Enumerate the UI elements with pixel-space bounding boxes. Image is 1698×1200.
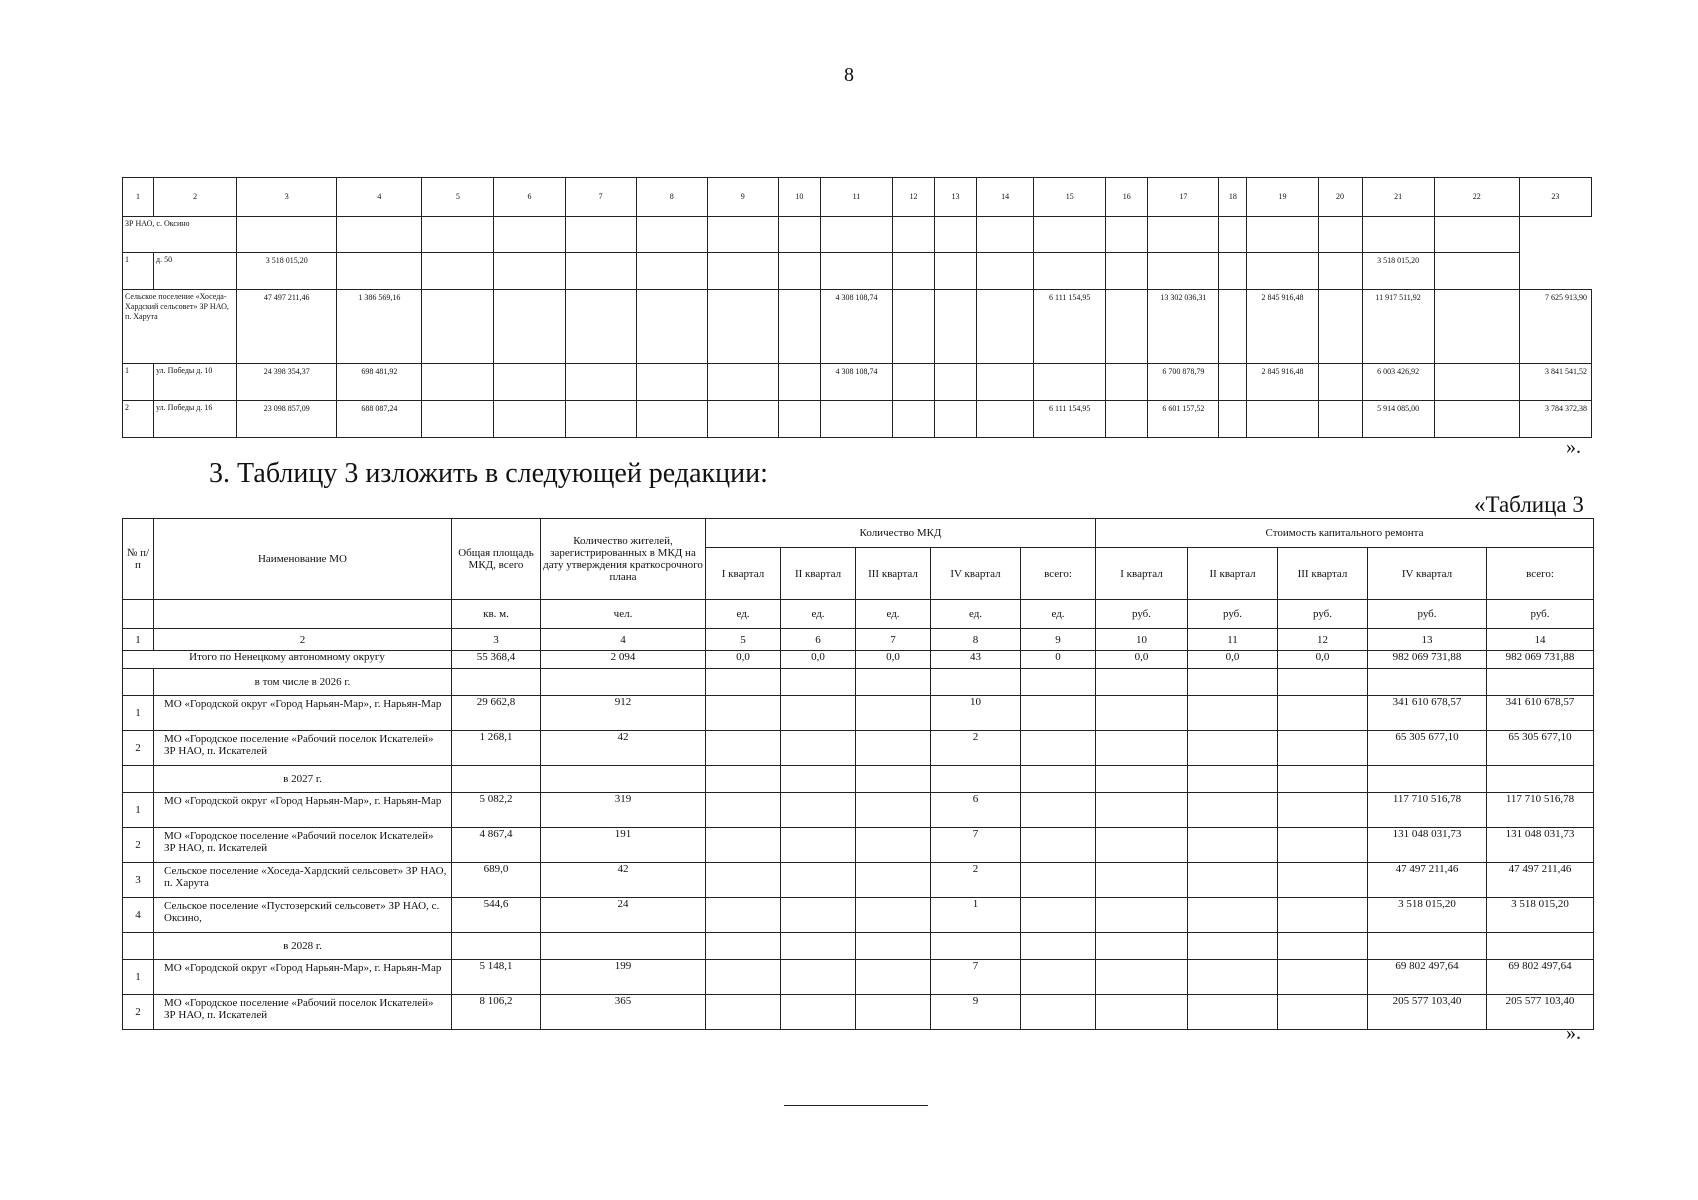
unit-rub: руб. — [1096, 600, 1188, 629]
cell-value: 982 069 731,88 — [1368, 651, 1487, 669]
empty-cell — [123, 669, 154, 696]
cell-value: 4 308 108,74 — [820, 290, 892, 364]
cell-value: 6 111 154,95 — [1034, 401, 1106, 438]
empty-cell — [1021, 863, 1096, 898]
settlement-label: ЗР НАО, с. Оксино — [123, 217, 237, 253]
empty-cell — [1096, 696, 1188, 731]
empty-cell — [781, 828, 856, 863]
column-number: 19 — [1247, 178, 1318, 217]
empty-cell — [706, 898, 781, 933]
cell-value: 131 048 031,73 — [1487, 828, 1594, 863]
total-label: Итого по Ненецкому автономному округу — [123, 651, 452, 669]
cell-value: 69 802 497,64 — [1487, 960, 1594, 995]
cell-value: 47 497 211,46 — [237, 290, 337, 364]
column-number: 18 — [1219, 178, 1247, 217]
empty-cell — [541, 669, 706, 696]
cell-value: 55 368,4 — [452, 651, 541, 669]
cell-value: 8 106,2 — [452, 995, 541, 1030]
empty-cell — [1096, 766, 1188, 793]
empty-cell — [1096, 863, 1188, 898]
column-number: 7 — [565, 178, 636, 217]
empty-cell — [781, 669, 856, 696]
cell-value: 1 — [931, 898, 1021, 933]
section-row — [123, 669, 1594, 696]
settlement-row — [123, 217, 1592, 253]
cell-value: 4 867,4 — [452, 828, 541, 863]
empty-cell — [781, 766, 856, 793]
section-title: в 2027 г. — [154, 766, 452, 793]
column-number: 3 — [237, 178, 337, 217]
cell-value: 319 — [541, 793, 706, 828]
column-number: 15 — [1034, 178, 1106, 217]
row-number: 4 — [123, 898, 154, 933]
header-q2: II квартал — [781, 548, 856, 600]
empty-cell — [1278, 696, 1368, 731]
house-address: д. 50 — [154, 253, 237, 290]
cell-value: 6 — [931, 793, 1021, 828]
empty-cell — [1368, 933, 1487, 960]
cell-value: 11 917 511,92 — [1362, 290, 1434, 364]
empty-cell — [1021, 766, 1096, 793]
empty-cell — [1188, 669, 1278, 696]
cell-value: 5 914 085,00 — [1362, 401, 1434, 438]
cell-value: 205 577 103,40 — [1487, 995, 1594, 1030]
table-row — [123, 696, 1594, 731]
empty-cell — [781, 933, 856, 960]
empty-cell — [856, 828, 931, 863]
cell-value: 24 398 354,37 — [237, 364, 337, 401]
section-title: в том числе в 2026 г. — [154, 669, 452, 696]
empty-cell — [1188, 863, 1278, 898]
row-number: 2 — [123, 731, 154, 766]
empty-cell — [931, 669, 1021, 696]
empty-cell — [452, 933, 541, 960]
empty-cell — [856, 669, 931, 696]
empty-cell — [1278, 995, 1368, 1030]
header-q1: I квартал — [706, 548, 781, 600]
empty-cell — [856, 696, 931, 731]
header-row — [123, 519, 1594, 548]
cell-value: 982 069 731,88 — [1487, 651, 1594, 669]
continued-table — [122, 177, 1592, 438]
cell-value: 3 518 015,20 — [237, 253, 337, 290]
table-row — [123, 828, 1594, 863]
mo-name: МО «Городской округ «Город Нарьян-Мар», г. Нарьян-Мар — [154, 793, 452, 828]
empty-cell — [781, 793, 856, 828]
cell-value: 0,0 — [1096, 651, 1188, 669]
column-number: 12 — [1278, 629, 1368, 651]
section-row — [123, 933, 1594, 960]
unit-rub: руб. — [1368, 600, 1487, 629]
cell-value: 7 — [931, 960, 1021, 995]
empty-cell — [1021, 669, 1096, 696]
mo-name: МО «Городское поселение «Рабочий поселок Искателей» ЗР НАО, п. Искателей — [154, 828, 452, 863]
column-number: 8 — [931, 629, 1021, 651]
cell-value: 2 — [931, 863, 1021, 898]
empty-cell — [856, 933, 931, 960]
total-row — [123, 651, 1594, 669]
header-q4: IV квартал — [931, 548, 1021, 600]
column-number: 9 — [707, 178, 778, 217]
table-row — [123, 731, 1594, 766]
cell-value: 689,0 — [452, 863, 541, 898]
column-number: 5 — [422, 178, 494, 217]
column-number-row — [123, 178, 1592, 217]
column-number: 11 — [1188, 629, 1278, 651]
cell-value: 47 497 211,46 — [1487, 863, 1594, 898]
row-number: 2 — [123, 995, 154, 1030]
cell-value: 65 305 677,10 — [1487, 731, 1594, 766]
row-number: 1 — [123, 696, 154, 731]
column-number: 4 — [337, 178, 422, 217]
cell-value: 341 610 678,57 — [1487, 696, 1594, 731]
unit-count: ед. — [781, 600, 856, 629]
empty-cell — [452, 766, 541, 793]
empty-cell — [706, 766, 781, 793]
column-number: 9 — [1021, 629, 1096, 651]
column-number: 2 — [154, 178, 237, 217]
empty-cell — [856, 793, 931, 828]
cell-value: 29 662,8 — [452, 696, 541, 731]
instruction-heading: 3. Таблицу 3 изложить в следующей редакции: — [209, 458, 768, 489]
table-row — [123, 995, 1594, 1030]
header-area: Общая площадь МКД, всего — [452, 519, 541, 600]
cell-value: 2 — [931, 731, 1021, 766]
empty-cell — [706, 960, 781, 995]
column-number: 6 — [781, 629, 856, 651]
header-q4: IV квартал — [1368, 548, 1487, 600]
cell-value: 24 — [541, 898, 706, 933]
empty-cell — [1188, 696, 1278, 731]
mo-name: Сельское поселение «Пустозерский сельсовет» ЗР НАО, с. Оксино, — [154, 898, 452, 933]
cell-value: 199 — [541, 960, 706, 995]
cell-value: 544,6 — [452, 898, 541, 933]
cell-value: 1 268,1 — [452, 731, 541, 766]
unit-rub: руб. — [1188, 600, 1278, 629]
column-number: 20 — [1318, 178, 1362, 217]
empty-cell — [1096, 828, 1188, 863]
empty-cell — [706, 793, 781, 828]
row-number: 1 — [123, 364, 154, 401]
empty-cell — [1021, 696, 1096, 731]
house-row — [123, 253, 1592, 290]
column-number: 6 — [494, 178, 565, 217]
cell-value: 0,0 — [856, 651, 931, 669]
empty-cell — [706, 863, 781, 898]
empty-cell — [1021, 898, 1096, 933]
cell-value: 2 845 916,48 — [1247, 290, 1318, 364]
column-number: 17 — [1148, 178, 1219, 217]
mo-name: МО «Городской округ «Город Нарьян-Мар», г. Нарьян-Мар — [154, 960, 452, 995]
unit-rub: руб. — [1487, 600, 1594, 629]
table-row — [123, 793, 1594, 828]
row-number: 1 — [123, 253, 154, 290]
column-number: 2 — [154, 629, 452, 651]
header-total: всего: — [1021, 548, 1096, 600]
row-number: 3 — [123, 863, 154, 898]
cell-value: 6 700 878,79 — [1148, 364, 1219, 401]
column-number: 13 — [1368, 629, 1487, 651]
cell-value: 1 386 569,16 — [337, 290, 422, 364]
cell-value: 191 — [541, 828, 706, 863]
empty-cell — [1278, 766, 1368, 793]
cell-value: 205 577 103,40 — [1368, 995, 1487, 1030]
cell-value: 0 — [1021, 651, 1096, 669]
empty-cell — [781, 898, 856, 933]
cell-value: 4 308 108,74 — [820, 364, 892, 401]
empty-cell — [1487, 669, 1594, 696]
column-number: 4 — [541, 629, 706, 651]
unit-rub: руб. — [1278, 600, 1368, 629]
cell-value: 0,0 — [706, 651, 781, 669]
empty-cell — [1021, 828, 1096, 863]
empty-cell — [1096, 898, 1188, 933]
cell-value: 42 — [541, 863, 706, 898]
house-address: ул. Победы д. 10 — [154, 364, 237, 401]
cell-value: 9 — [931, 995, 1021, 1030]
cell-value: 6 111 154,95 — [1034, 290, 1106, 364]
column-number: 23 — [1519, 178, 1591, 217]
unit-count: ед. — [706, 600, 781, 629]
cell-value: 2 845 916,48 — [1247, 364, 1318, 401]
empty-cell — [781, 995, 856, 1030]
header-total: всего: — [1487, 548, 1594, 600]
cell-value: 7 625 913,90 — [1519, 290, 1591, 364]
empty-cell — [781, 731, 856, 766]
closing-quote: ». — [1566, 1022, 1581, 1044]
empty-cell — [1278, 793, 1368, 828]
column-number: 13 — [935, 178, 977, 217]
table-label: «Таблица 3 — [1474, 492, 1584, 517]
row-number: 1 — [123, 960, 154, 995]
empty-cell — [452, 669, 541, 696]
header-q3: III квартал — [1278, 548, 1368, 600]
units-row — [123, 600, 1594, 629]
empty-cell — [123, 766, 154, 793]
column-number: 10 — [1096, 629, 1188, 651]
cell-value: 688 087,24 — [337, 401, 422, 438]
page-number: 8 — [844, 64, 854, 86]
mo-name: МО «Городское поселение «Рабочий поселок Искателей» ЗР НАО, п. Искателей — [154, 731, 452, 766]
empty-cell — [706, 696, 781, 731]
empty-cell — [1188, 898, 1278, 933]
column-number: 5 — [706, 629, 781, 651]
empty-cell — [1278, 960, 1368, 995]
mo-name: Сельское поселение «Хоседа-Хардский сельсовет» ЗР НАО, п. Харута — [154, 863, 452, 898]
header-mkd-count: Количество МКД — [706, 519, 1096, 548]
column-number: 16 — [1106, 178, 1148, 217]
empty-cell — [1487, 933, 1594, 960]
empty-cell — [541, 766, 706, 793]
empty-cell — [1278, 933, 1368, 960]
unit-people: чел. — [541, 600, 706, 629]
cell-value: 69 802 497,64 — [1368, 960, 1487, 995]
house-row — [123, 401, 1592, 438]
empty-cell — [781, 863, 856, 898]
cell-value: 0,0 — [1188, 651, 1278, 669]
empty-cell — [706, 731, 781, 766]
empty-cell — [1021, 960, 1096, 995]
table-row — [123, 863, 1594, 898]
empty-cell — [1278, 669, 1368, 696]
cell-value: 6 003 426,92 — [1362, 364, 1434, 401]
empty-cell — [1368, 669, 1487, 696]
cell-value: 3 518 015,20 — [1362, 253, 1434, 290]
section-row — [123, 766, 1594, 793]
empty-cell — [1188, 933, 1278, 960]
empty-cell — [1188, 731, 1278, 766]
empty-cell — [1096, 995, 1188, 1030]
house-row — [123, 364, 1592, 401]
empty-cell — [856, 995, 931, 1030]
row-number: 2 — [123, 401, 154, 438]
empty-cell — [1096, 960, 1188, 995]
empty-cell — [1096, 793, 1188, 828]
header-cost: Стоимость капитального ремонта — [1096, 519, 1594, 548]
empty-cell — [1278, 731, 1368, 766]
cell-value: 3 518 015,20 — [1368, 898, 1487, 933]
empty-cell — [1188, 960, 1278, 995]
table-row — [123, 898, 1594, 933]
empty-cell — [1487, 766, 1594, 793]
empty-cell — [1368, 766, 1487, 793]
empty-cell — [1278, 863, 1368, 898]
cell-value: 42 — [541, 731, 706, 766]
empty-cell — [781, 960, 856, 995]
cell-value: 65 305 677,10 — [1368, 731, 1487, 766]
empty-cell — [706, 995, 781, 1030]
cell-value: 698 481,92 — [337, 364, 422, 401]
cell-value: 43 — [931, 651, 1021, 669]
column-number: 14 — [977, 178, 1034, 217]
cell-value: 912 — [541, 696, 706, 731]
empty-cell — [1188, 995, 1278, 1030]
empty-cell — [1278, 828, 1368, 863]
column-number-row — [123, 629, 1594, 651]
column-number: 3 — [452, 629, 541, 651]
empty-cell — [856, 898, 931, 933]
empty-cell — [1188, 793, 1278, 828]
column-number: 10 — [778, 178, 820, 217]
column-number: 22 — [1434, 178, 1519, 217]
empty-cell — [706, 828, 781, 863]
closing-quote: ». — [1566, 436, 1581, 458]
column-number: 11 — [820, 178, 892, 217]
empty-cell — [1278, 898, 1368, 933]
column-number: 12 — [892, 178, 934, 217]
cell-value: 10 — [931, 696, 1021, 731]
settlement-row — [123, 290, 1592, 364]
cell-value: 365 — [541, 995, 706, 1030]
cell-value: 117 710 516,78 — [1368, 793, 1487, 828]
empty-cell — [1188, 828, 1278, 863]
cell-value: 6 601 157,52 — [1148, 401, 1219, 438]
house-address: ул. Победы д. 16 — [154, 401, 237, 438]
section-title: в 2028 г. — [154, 933, 452, 960]
empty-cell — [1021, 995, 1096, 1030]
header-q2: II квартал — [1188, 548, 1278, 600]
column-number: 1 — [123, 178, 154, 217]
empty-cell — [706, 933, 781, 960]
cell-value: 117 710 516,78 — [1487, 793, 1594, 828]
empty-cell — [1096, 933, 1188, 960]
unit-area: кв. м. — [452, 600, 541, 629]
empty-cell — [706, 669, 781, 696]
cell-value: 341 610 678,57 — [1368, 696, 1487, 731]
column-number: 1 — [123, 629, 154, 651]
empty-cell — [931, 766, 1021, 793]
column-number: 8 — [636, 178, 707, 217]
header-num: № п/ п — [123, 519, 154, 600]
column-number: 14 — [1487, 629, 1594, 651]
empty-cell — [541, 933, 706, 960]
header-q1: I квартал — [1096, 548, 1188, 600]
empty-cell — [1096, 669, 1188, 696]
empty-cell — [1021, 933, 1096, 960]
cell-value: 5 082,2 — [452, 793, 541, 828]
row-number: 2 — [123, 828, 154, 863]
cell-value: 7 — [931, 828, 1021, 863]
empty-cell — [931, 933, 1021, 960]
cell-value: 3 784 372,38 — [1519, 401, 1591, 438]
cell-value: 13 302 036,31 — [1148, 290, 1219, 364]
cell-value: 5 148,1 — [452, 960, 541, 995]
unit-count: ед. — [931, 600, 1021, 629]
cell-value: 0,0 — [781, 651, 856, 669]
cell-value: 3 518 015,20 — [1487, 898, 1594, 933]
empty-cell — [123, 933, 154, 960]
footer-divider — [784, 1105, 928, 1106]
unit-count: ед. — [1021, 600, 1096, 629]
empty-cell — [1021, 731, 1096, 766]
empty-cell — [1021, 793, 1096, 828]
table-3 — [122, 518, 1594, 1030]
cell-value: 2 094 — [541, 651, 706, 669]
mo-name: МО «Городское поселение «Рабочий поселок Искателей» ЗР НАО, п. Искателей — [154, 995, 452, 1030]
header-name: Наименование МО — [154, 519, 452, 600]
settlement-label: Сельское поселение «Хоседа-Хардский сельсовет» ЗР НАО, п. Харута — [123, 290, 237, 364]
empty-cell — [856, 766, 931, 793]
table-row — [123, 960, 1594, 995]
header-q3: III квартал — [856, 548, 931, 600]
row-number: 1 — [123, 793, 154, 828]
cell-value: 3 841 541,52 — [1519, 364, 1591, 401]
empty-cell — [856, 863, 931, 898]
mo-name: МО «Городской округ «Город Нарьян-Мар», г. Нарьян-Мар — [154, 696, 452, 731]
header-residents: Количество жителей, зарегистрированных в МКД на дату утверждения краткосрочного плана — [541, 519, 706, 600]
empty-cell — [856, 960, 931, 995]
cell-value: 0,0 — [1278, 651, 1368, 669]
cell-value: 23 098 857,09 — [237, 401, 337, 438]
empty-cell — [781, 696, 856, 731]
column-number: 7 — [856, 629, 931, 651]
empty-cell — [856, 731, 931, 766]
empty-cell — [1096, 731, 1188, 766]
cell-value: 131 048 031,73 — [1368, 828, 1487, 863]
column-number: 21 — [1362, 178, 1434, 217]
unit-count: ед. — [856, 600, 931, 629]
empty-cell — [1188, 766, 1278, 793]
cell-value: 47 497 211,46 — [1368, 863, 1487, 898]
